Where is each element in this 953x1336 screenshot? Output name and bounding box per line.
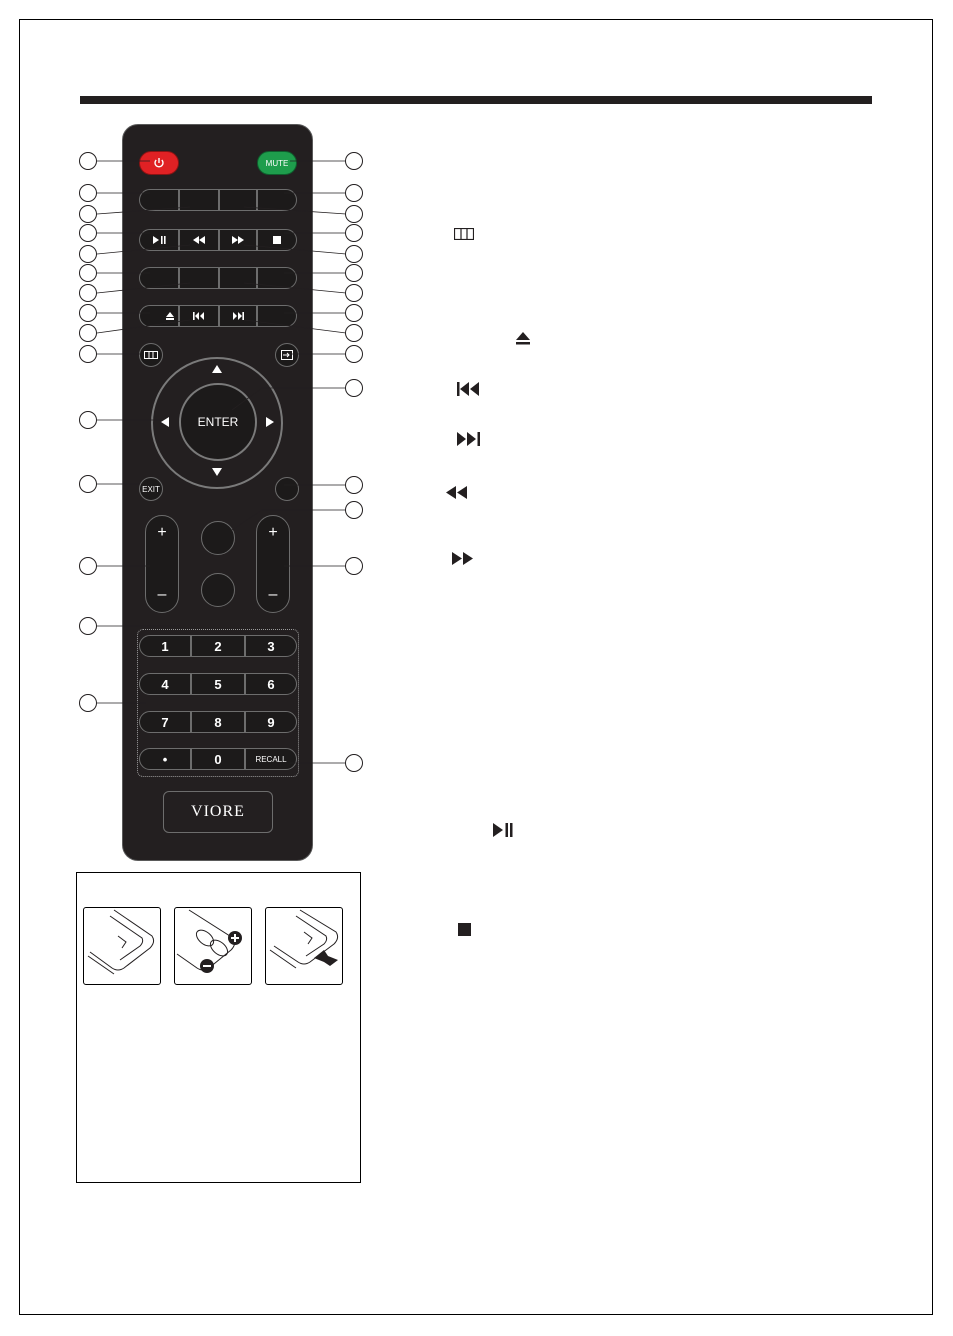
channel-down-button[interactable]: – — [268, 586, 278, 603]
channel-up-button[interactable]: + — [268, 524, 278, 541]
num-4-button[interactable]: 4 — [139, 673, 191, 695]
dot-button[interactable]: • — [139, 748, 191, 770]
enter-button[interactable]: ENTER — [179, 383, 257, 461]
battery-step-insert — [174, 907, 252, 985]
battery-installation-box — [76, 872, 361, 1183]
num-0-button[interactable]: 0 — [191, 748, 245, 770]
num-5-button[interactable]: 5 — [191, 673, 245, 695]
mute-button[interactable]: MUTE — [257, 151, 297, 175]
battery-polarity-icon — [175, 908, 251, 984]
volume-up-button[interactable]: + — [157, 524, 167, 541]
num-9-button[interactable]: 9 — [245, 711, 297, 733]
eject-icon — [515, 331, 531, 345]
remote-back-close-icon — [266, 908, 342, 984]
skip-next-icon — [457, 432, 481, 446]
fast-forward-icon — [452, 552, 474, 565]
play-pause-icon — [493, 823, 513, 837]
battery-step-close-cover — [265, 907, 343, 985]
num-8-button[interactable]: 8 — [191, 711, 245, 733]
num-7-button[interactable]: 7 — [139, 711, 191, 733]
volume-down-button[interactable]: – — [157, 586, 167, 603]
num-1-button[interactable]: 1 — [139, 635, 191, 657]
recall-button[interactable]: RECALL — [245, 748, 297, 770]
menu-grid-icon — [454, 228, 474, 240]
exit-button[interactable]: EXIT — [139, 477, 163, 501]
num-3-button[interactable]: 3 — [245, 635, 297, 657]
remote-back-open-icon — [84, 908, 160, 984]
battery-step-open-cover — [83, 907, 161, 985]
stop-icon — [458, 923, 471, 936]
num-6-button[interactable]: 6 — [245, 673, 297, 695]
rewind-icon — [446, 486, 468, 499]
skip-previous-icon — [457, 382, 481, 396]
brand-logo: VIORE — [163, 791, 273, 833]
num-2-button[interactable]: 2 — [191, 635, 245, 657]
